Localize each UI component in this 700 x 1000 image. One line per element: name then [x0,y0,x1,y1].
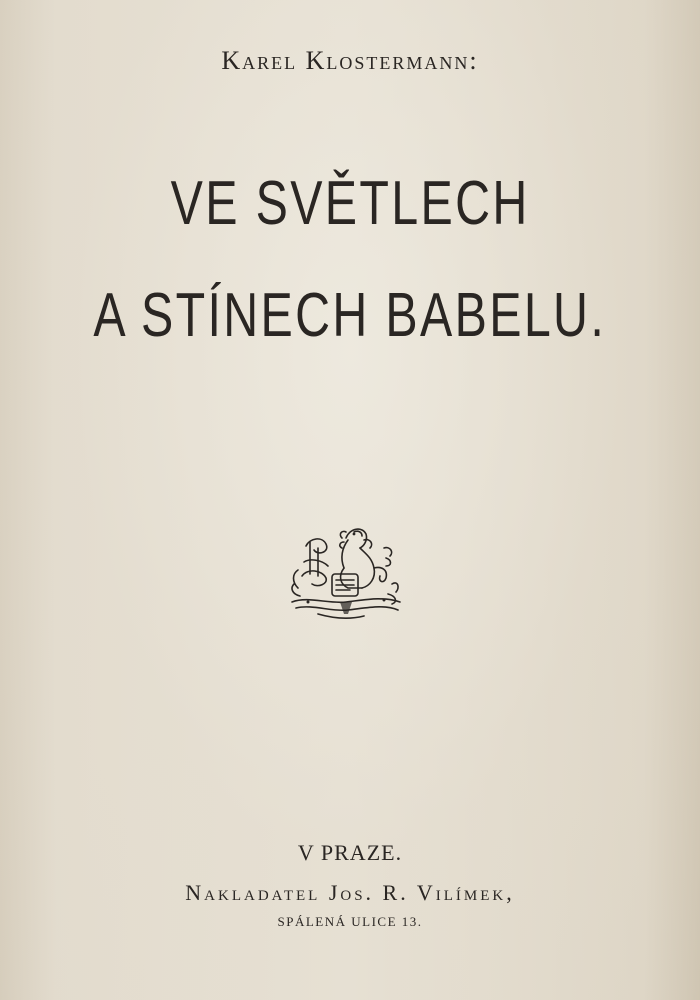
book-title-line-2-text: A STÍNECH BABELU. [93,281,607,350]
publisher-address: SPÁLENÁ ULICE 13. [277,914,423,929]
author-name: Karel Klostermann: [221,46,479,75]
book-title-line-1 [0,168,700,240]
book-title-line-2 [0,280,700,352]
book-title-line-1-text: VE SVĚTLECH [170,169,530,238]
publication-city: V PRAZE. [297,840,403,865]
publisher-lion-emblem-icon [288,518,404,622]
publisher-name: Nakladatel Jos. R. Vilímek, [185,880,515,905]
